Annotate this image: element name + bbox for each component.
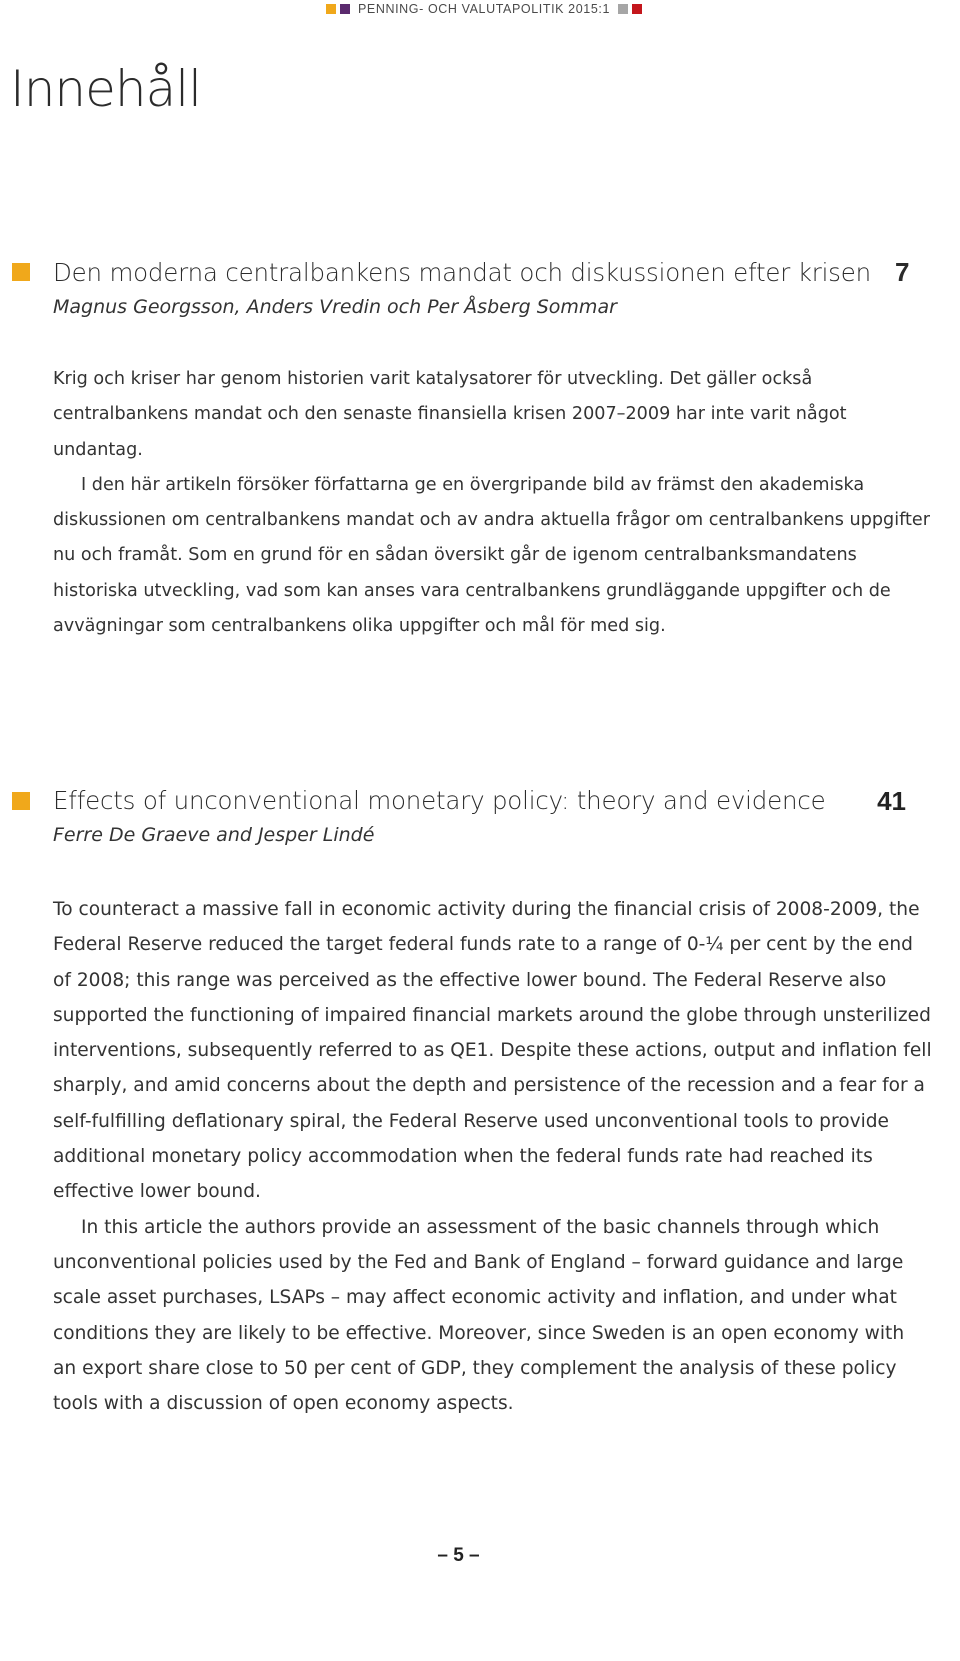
running-header bbox=[326, 2, 642, 16]
page-number: – 5 – bbox=[437, 1545, 480, 1566]
article-authors: Ferre De Graeve and Jesper Lindé bbox=[53, 824, 375, 846]
purple-square-icon bbox=[340, 4, 350, 14]
orange-square-icon bbox=[12, 792, 30, 810]
article-abstract bbox=[53, 892, 933, 1421]
red-square-icon bbox=[632, 4, 642, 14]
article-authors: Magnus Georgsson, Anders Vredin och Per Åsberg Sommar bbox=[53, 296, 617, 318]
article-title: Effects of unconventional monetary policy: theory and evidence bbox=[53, 786, 826, 815]
abstract-paragraph: I den här artikeln försöker författarna ge en övergripande bild av främst den akademiska diskussionen om centralbankens mandat och av andra aktuella frågor om centralbankens uppgifter nu och framåt. Som en grund för en sådan översikt går de igenom centralbanksmandatens historiska utveckling, vad som kan anses vara centralbankens grundläggande uppgifter och de avvägningar som centralbankens olika uppgifter och mål för med sig. bbox=[53, 474, 930, 637]
article-abstract bbox=[53, 362, 933, 644]
orange-square-icon bbox=[326, 4, 336, 14]
toc-entry bbox=[12, 255, 952, 644]
gray-square-icon bbox=[618, 4, 628, 14]
article-title: Den moderna centralbankens mandat och diskussionen efter krisen bbox=[53, 258, 871, 287]
abstract-paragraph: To counteract a massive fall in economic activity during the financial crisis of 2008-2009, the Federal Reserve reduced the target federal funds rate to a range of 0-¼ per cent by the end of 2008; this range was perceived as the effective lower bound. The Federal Reserve also supported the functioning of impaired financial markets around the globe through unsterilized interventions, subsequently referred to as QE1. Despite these actions, output and inflation fell sharply, and amid concerns about the depth and persistence of the recession and a fear for a self-fulfilling deflationary spiral, the Federal Reserve used unconventional tools to provide additional monetary policy accommodation when the federal funds rate had reached its effective lower bound. bbox=[53, 899, 932, 1203]
header-text: PENNING- OCH VALUTAPOLITIK 2015:1 bbox=[357, 2, 610, 16]
orange-square-icon bbox=[12, 263, 30, 281]
toc-entry bbox=[12, 784, 952, 1421]
page-reference: 41 bbox=[877, 786, 906, 816]
article-title-link[interactable] bbox=[53, 784, 952, 818]
abstract-paragraph: In this article the authors provide an assessment of the basic channels through which unconventional policies used by the Fed and Bank of England – forward guidance and large scale asset purchases, LSAPs – may affect economic activity and inflation, and under what conditions they are likely to be effective. Moreover, since Sweden is an open economy with an export share close to 50 per cent of GDP, they complement the analysis of these policy tools with a discussion of open economy aspects. bbox=[53, 1216, 905, 1415]
abstract-paragraph: Krig och kriser har genom historien varit katalysatorer för utveckling. Det gäller också centralbankens mandat och den senaste finansiella krisen 2007–2009 har inte varit något undantag. bbox=[53, 369, 847, 460]
page-title: Innehåll bbox=[10, 60, 201, 118]
page-reference: 7 bbox=[894, 257, 910, 287]
article-title-link[interactable] bbox=[53, 255, 952, 290]
